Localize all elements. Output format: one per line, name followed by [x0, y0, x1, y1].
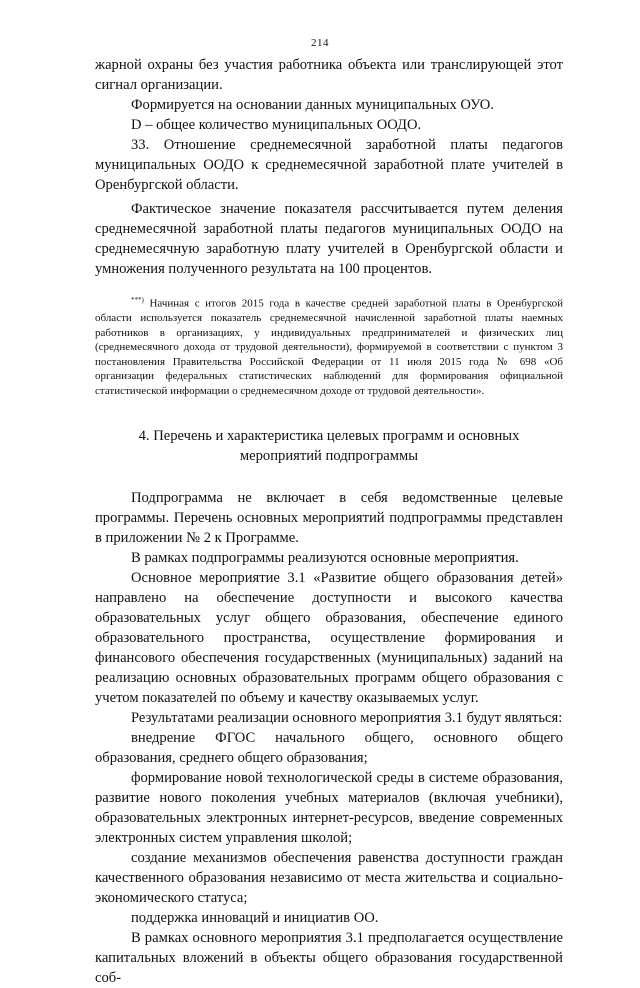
section-heading: 4. Перечень и характеристика целевых программ и основных мероприятий подпрограммы [138, 428, 520, 465]
list-item: поддержка инноваций и инициатив ОО. [131, 910, 379, 927]
paragraph: Результатами реализации основного мероприятия 3.1 будут являться: [131, 710, 563, 727]
list-item: формирование новой технологической среды в системе образования, развитие нового поколения учебных материалов (включая учебники), образовательных электронных интернет-ресурсов, введение современных электронных систем управления школой; [95, 770, 563, 847]
list-item: создание механизмов обеспечения равенства доступности граждан качественного образования независимо от места жительства и социально-экономического статуса; [95, 850, 563, 907]
paragraph: D – общее количество муниципальных ООДО. [131, 117, 422, 133]
paragraph: В рамках подпрограммы реализуются основные мероприятия. [131, 550, 519, 567]
list-item: внедрение ФГОС начального общего, основного общего образования, среднего общего образования; [95, 730, 563, 767]
paragraph: Подпрограмма не включает в себя ведомственные целевые программы. Перечень основных мероприятий подпрограммы представлен в приложении № 2 к Программе. [95, 490, 563, 547]
paragraph: Формируется на основании данных муниципальных ОУО. [131, 97, 494, 113]
footnote-marker: ***) [131, 296, 144, 304]
paragraph: В рамках основного мероприятия 3.1 предполагается осуществление капитальных вложений в объекты общего образования государственной соб- [95, 930, 563, 987]
footnote-text: Начиная с итогов 2015 года в качестве средней заработной платы в Оренбургской области используется показатель среднемесячной начисленной заработной платы наемных работников в организациях, у индивидуальных предпринимателей и физических лиц (среднемесячного дохода от трудовой деятельности), формируемой в соответствии с пунктом 3 постановления Правительства Российской Федерации от 11 июля 2015 года № 698 «Об организации федеральных статистических наблюдений для формирования официальной статистической информации о среднемесячном доходе от трудовой деятельности». [95, 297, 564, 397]
paragraph: 33. Отношение среднемесячной заработной платы педагогов муниципальных ООДО к среднемесячной заработной плате учителей в Оренбургской области. [95, 137, 563, 193]
document-body [95, 55, 563, 988]
paragraph: Фактическое значение показателя рассчитывается путем деления среднемесячной заработной платы педагогов муниципальных ООДО на среднемесячную заработную плату учителей в Оренбургской области и умножения полученного результата на 100 процентов. [95, 201, 563, 277]
paragraph: Основное мероприятие 3.1 «Развитие общего образования детей» направлено на обеспечение доступности и высокого качества образовательных услуг общего образования, обеспечение единого образовательного пространства, осуществление формирования и финансового обеспечения государственных (муниципальных) заданий на реализацию основных образовательных программ общего образования с учетом показателей по объему и качеству оказываемых услуг. [95, 570, 563, 707]
paragraph: жарной охраны без участия работника объекта или транслирующей этот сигнал организации. [95, 57, 563, 93]
footnote [95, 293, 563, 398]
page-number: 214 [311, 37, 329, 49]
